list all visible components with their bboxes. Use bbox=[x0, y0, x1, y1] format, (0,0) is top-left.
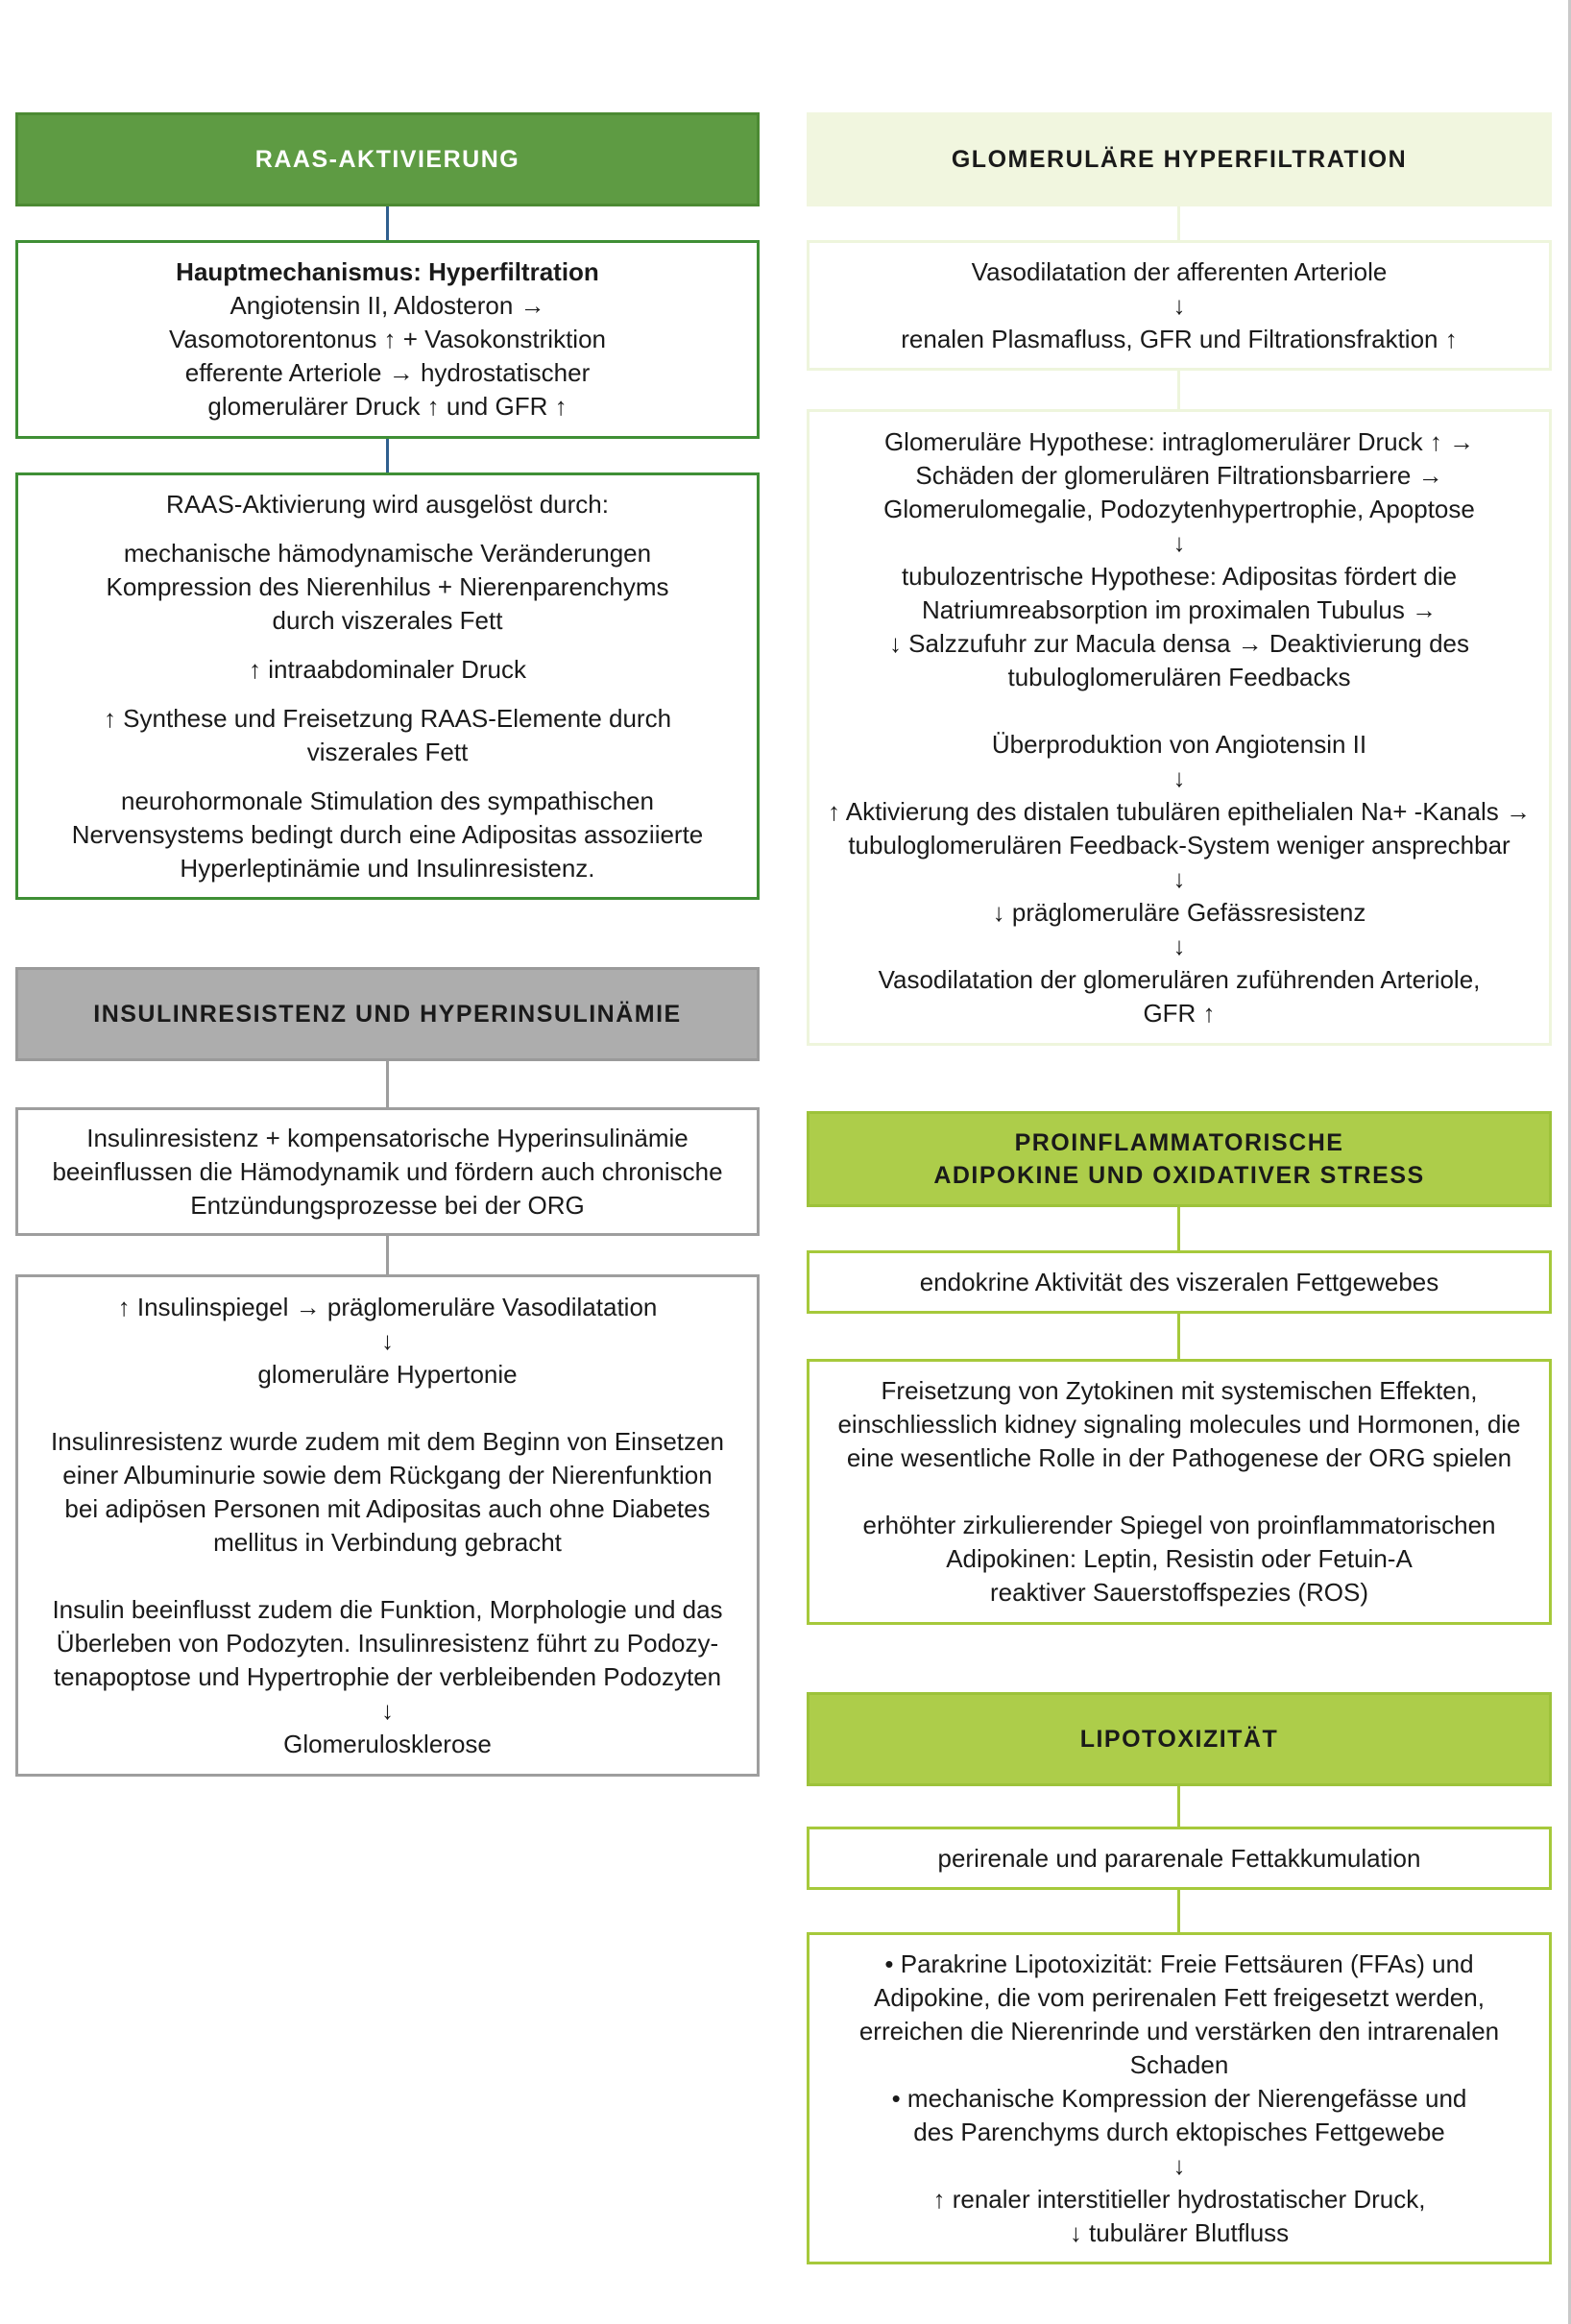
connector bbox=[1177, 1207, 1180, 1250]
proinflammatory-title: PROINFLAMMATORISCHE ADIPOKINE UND OXIDATIVER STRESS bbox=[933, 1129, 1425, 1189]
insulin-intro-text: Insulinresistenz + kompensatorische Hyperinsulinämie beeinflussen die Hämodynamik und fördern auch chronische Entzündungsprozesse bei der ORG bbox=[52, 1123, 723, 1220]
proinflammatory-endocrine-box bbox=[807, 1250, 1552, 1314]
insulin-header bbox=[15, 967, 760, 1061]
proinflammatory-cytokines-box bbox=[807, 1359, 1552, 1625]
connector bbox=[386, 206, 389, 240]
lipotoxicity-details-text: • Parakrine Lipotoxizität: Freie Fettsäuren (FFAs) und Adipokine, die vom perirenalen Fett freigesetzt werden, erreichen die Nierenrinde und verstärken den intrarenalen Schaden • mechanische Kompression der Nierengefässe und des Parenchyms durch ektopisches Fettgewebe ↓ ↑ renaler interstitieller hydrostatischer Druck, ↓ tubulärer Blutfluss bbox=[858, 1949, 1500, 2247]
connector bbox=[386, 1061, 389, 1107]
raas-trigger-synthesis: ↑ Synthese und Freisetzung RAAS-Elemente durch viszerales Fett bbox=[103, 703, 672, 766]
proinflammatory-endocrine-text: endokrine Aktivität des viszeralen Fettgewebes bbox=[919, 1267, 1439, 1296]
glomerular-vasodilation-text: Vasodilatation der afferenten Arteriole ↓ renalen Plasmafluss, GFR und Filtrationsfraktion ↑ bbox=[901, 256, 1458, 353]
glomerular-header bbox=[807, 112, 1552, 206]
insulin-details-podocytes: Insulin beeinflusst zudem die Funktion, Morphologie und das Überleben von Podozyten. Insulinresistenz führt zu Podozy- tenapoptose und Hypertrophie der verbleibenden Podozyten ↓ Glomerulosklerose bbox=[52, 1594, 723, 1758]
lipotoxicity-accumulation-box bbox=[807, 1827, 1552, 1890]
insulin-intro-box bbox=[15, 1107, 760, 1236]
connector bbox=[1177, 206, 1180, 240]
proinflammatory-adipokines-text: erhöhter zirkulierender Spiegel von proinflammatorischen Adipokinen: Leptin, Resistin oder Fetuin-A reaktiver Sauerstoffspezies (ROS) bbox=[862, 1511, 1496, 1607]
raas-main-mechanism-box bbox=[15, 240, 760, 439]
raas-trigger-neurohormonal: neurohormonale Stimulation des sympathischen Nervensystems bedingt durch eine Adipositas assoziierte Hyperleptinämie und Insulinresistenz. bbox=[71, 786, 704, 883]
lipotoxicity-title: LIPOTOXIZITÄT bbox=[1079, 1726, 1279, 1753]
insulin-details-albuminuria: Insulinresistenz wurde zudem mit dem Beginn von Einsetzen einer Albuminurie sowie dem Rückgang der Nierenfunktion bei adipösen Personen mit Adipositas auch ohne Diabetes mellitus in Verbindung gebracht bbox=[51, 1426, 724, 1557]
glomerular-hypotheses-text: Glomeruläre Hypothese: intraglomerulärer Druck ↑ → Schäden der glomerulären Filtrationsbarriere → Glomerulomegalie, Podozytenhypertrophie, Apoptose ↓ tubulozentrische Hypothese: Adipositas fördert die Natriumreabsorption im proximalen Tubulus → ↓ Salzzufuhr zur Macula densa → Deaktivierung des tubuloglomerulären Feedbacks bbox=[883, 426, 1475, 691]
raas-triggers-box bbox=[15, 472, 760, 900]
raas-trigger-mechanical: mechanische hämodynamische Veränderungen Kompression des Nierenhilus + Nierenparenchyms durch viszerales Fett bbox=[106, 538, 669, 635]
glomerular-angiotensin-text: Überproduktion von Angiotensin II ↓ ↑ Aktivierung des distalen tubulären epithelialen Na+ -Kanals → tubuloglomerulären Feedback-System weniger ansprechbar ↓ ↓ präglomeruläre Gefässresistenz ↓ Vasodilatation der glomerulären zuführenden Arteriole, GFR ↑ bbox=[827, 729, 1532, 1028]
lipotoxicity-accumulation-text: perirenale und pararenale Fettakkumulation bbox=[937, 1843, 1421, 1873]
insulin-details-box bbox=[15, 1274, 760, 1777]
glomerular-vasodilation-box bbox=[807, 240, 1552, 371]
raas-header bbox=[15, 112, 760, 206]
connector bbox=[1177, 1890, 1180, 1932]
lipotoxicity-details-box bbox=[807, 1932, 1552, 2264]
proinflammatory-cytokines-text: Freisetzung von Zytokinen mit systemischen Effekten, einschliesslich kidney signaling molecules und Hormonen, die eine wesentliche Rolle in der Pathogenese der ORG spielen bbox=[837, 1376, 1521, 1472]
raas-title: RAAS-AKTIVIERUNG bbox=[254, 146, 520, 173]
glomerular-hypotheses-box bbox=[807, 409, 1552, 1046]
insulin-details-vasodilation: ↑ Insulinspiegel → präglomeruläre Vasodilatation ↓ glomeruläre Hypertonie bbox=[117, 1292, 658, 1389]
connector bbox=[1177, 371, 1180, 409]
insulin-title: INSULINRESISTENZ UND HYPERINSULINÄMIE bbox=[93, 1001, 682, 1028]
lipotoxicity-header bbox=[807, 1692, 1552, 1786]
connector bbox=[386, 1236, 389, 1274]
connector bbox=[386, 439, 389, 472]
glomerular-title: GLOMERULÄRE HYPERFILTRATION bbox=[951, 146, 1408, 173]
raas-trigger-pressure: ↑ intraabdominaler Druck bbox=[248, 654, 526, 684]
connector bbox=[1177, 1786, 1180, 1827]
raas-triggers-intro: RAAS-Aktivierung wird ausgelöst durch: bbox=[166, 489, 609, 519]
raas-main-mechanism-text: Angiotensin II, Aldosteron → Vasomotorentonus ↑ + Vasokonstriktion efferente Arteriole → hydrostatischer glomerulärer Druck ↑ und GFR ↑ bbox=[169, 291, 606, 421]
raas-main-mechanism-heading: Hauptmechanismus: Hyperfiltration bbox=[176, 257, 599, 286]
connector bbox=[1177, 1314, 1180, 1359]
proinflammatory-header bbox=[807, 1111, 1552, 1207]
